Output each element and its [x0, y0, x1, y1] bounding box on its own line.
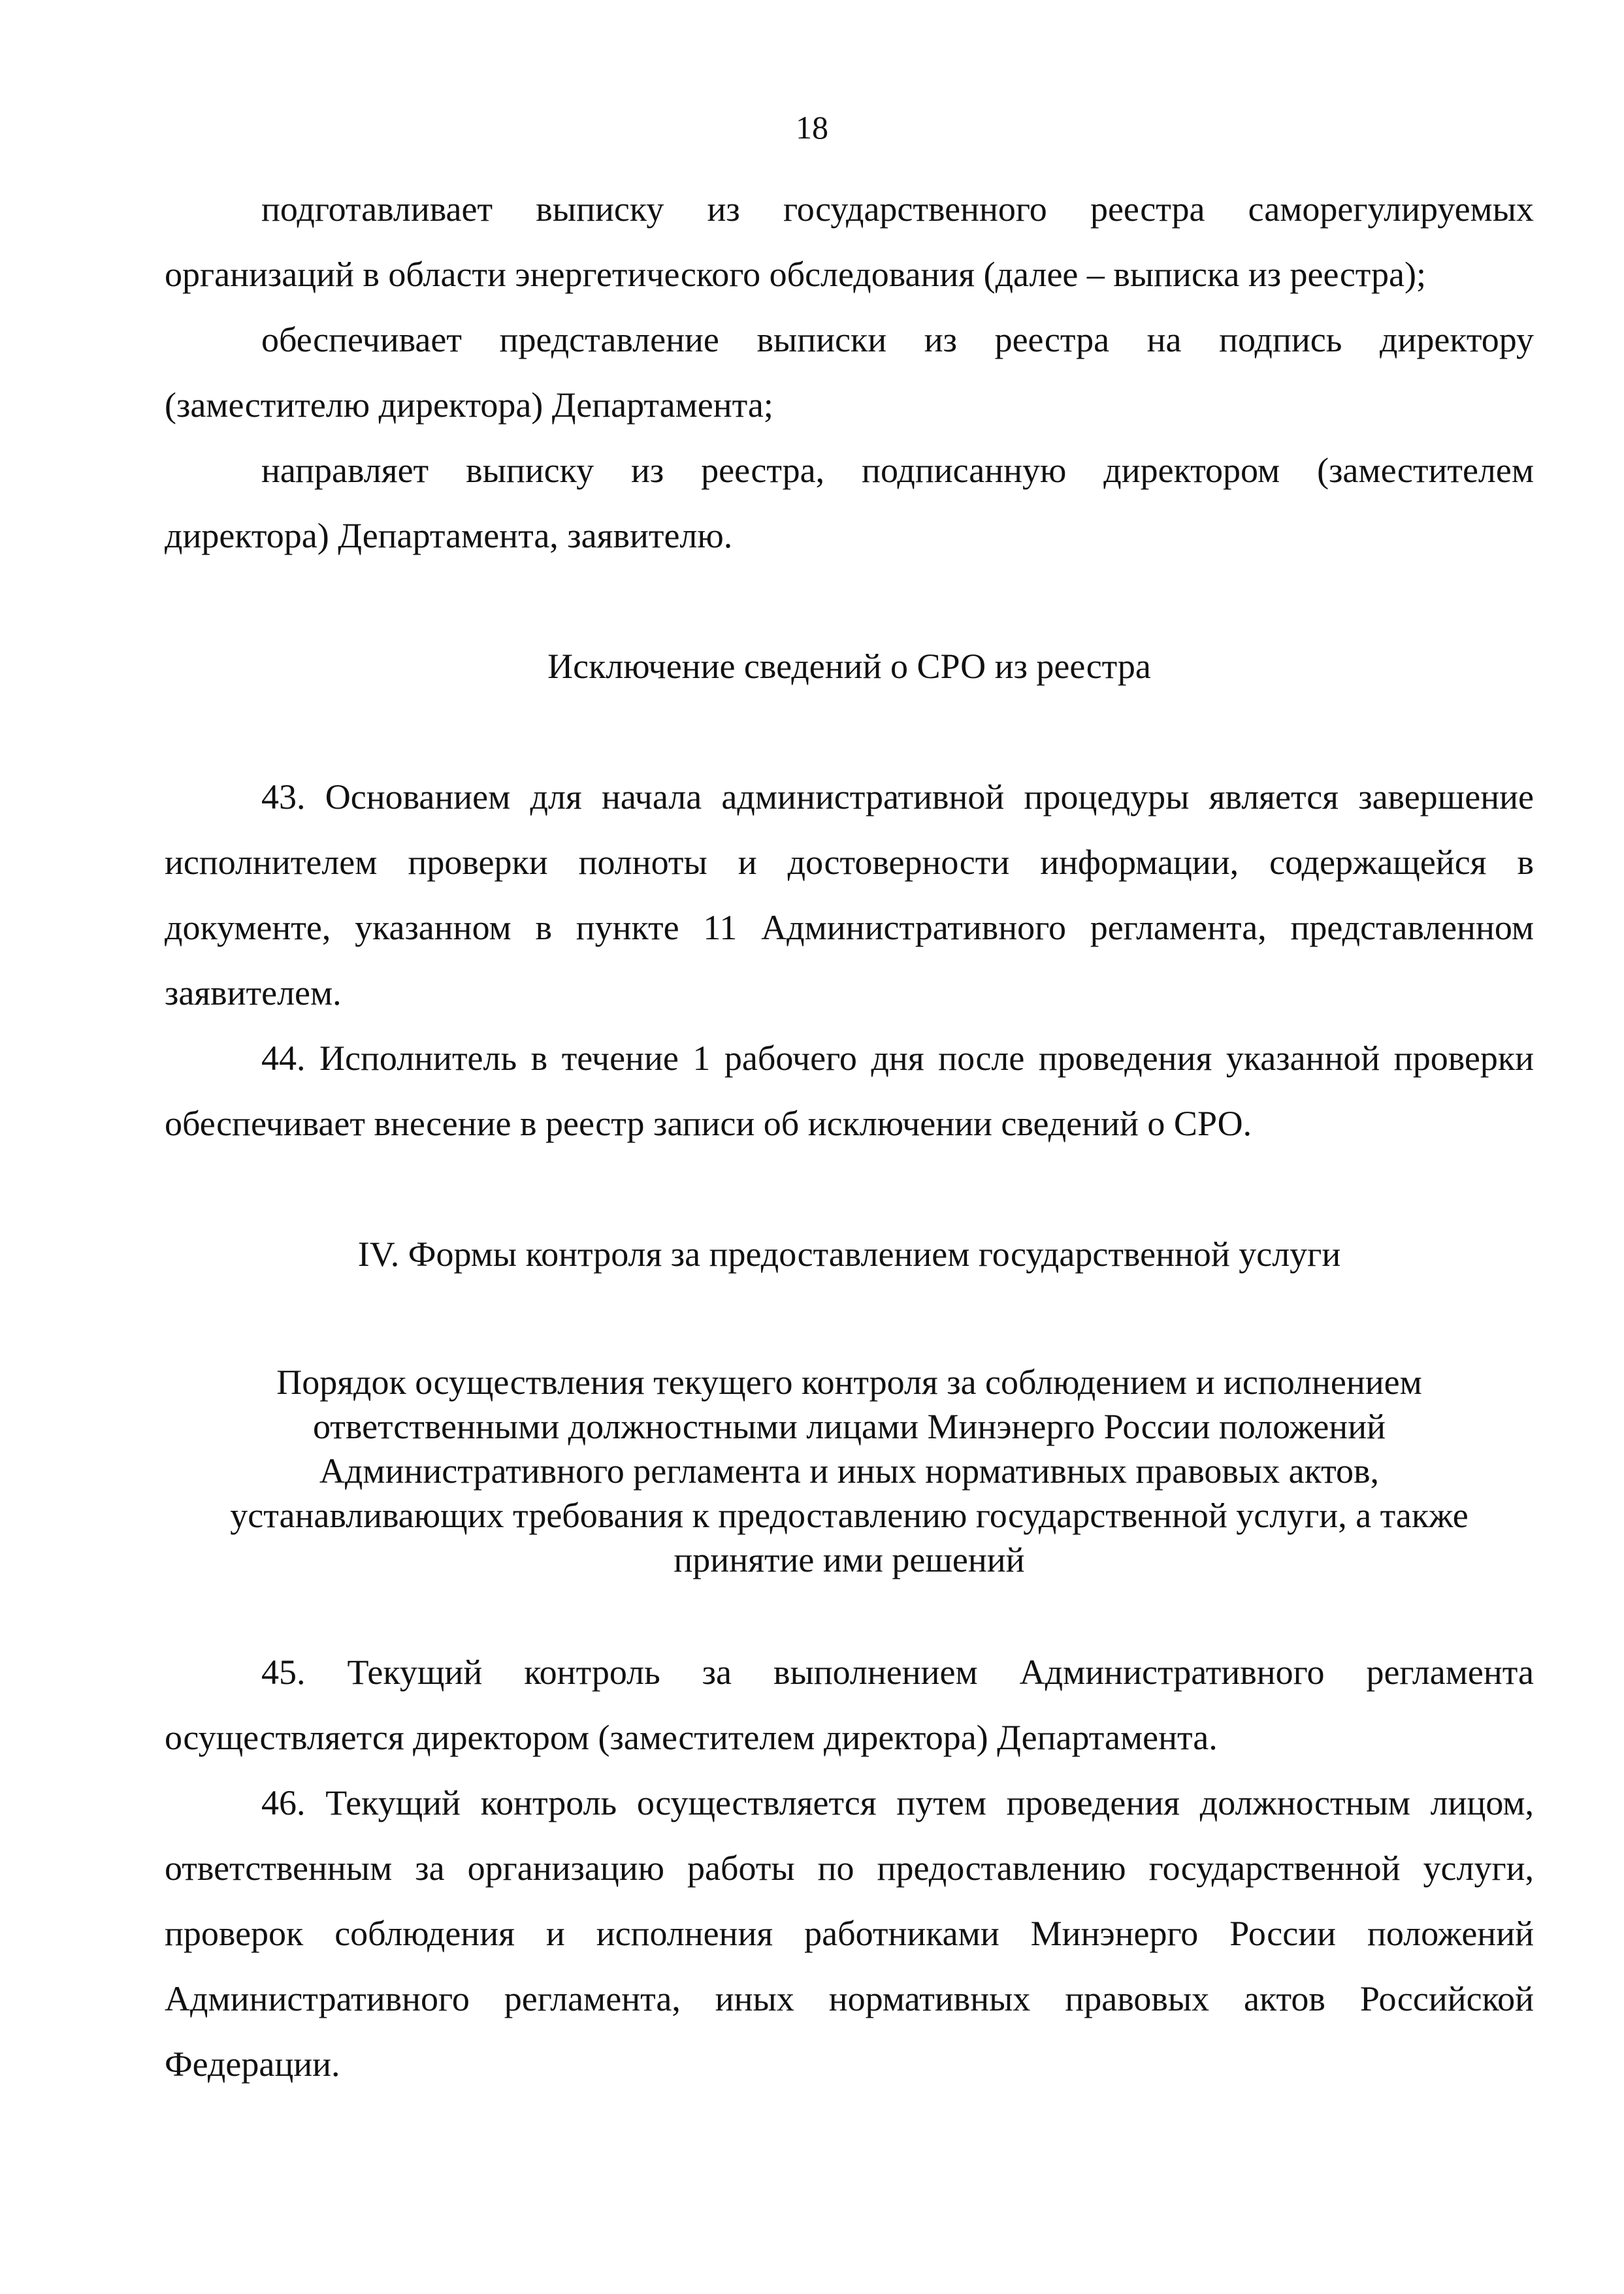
paragraph-46: 46. Текущий контроль осуществляется путем проведения должностным лицом, ответственным за организацию работы по предоставлению государственной услуги, проверок соблюдения и исполнения работниками Минэнерго России положений Административного регламента, иных нормативных правовых актов Российской Федерации.: [165, 1783, 1534, 2084]
paragraph-44: 44. Исполнитель в течение 1 рабочего дня после проведения указанной проверки обеспечивает внесение в реестр записи об исключении сведений о СРО.: [165, 1039, 1534, 1143]
heading-control-order: Порядок осуществления текущего контроля за соблюдением и исполнением ответственными должностными лицами Минэнерго России положений Административного регламента и иных нормативных правовых актов, устанавливающих требования к предоставлению государственной услуги, а также принятие ими решений: [230, 1363, 1469, 1579]
paragraph-registry-extract-sign: обеспечивает представление выписки из реестра на подпись директору (заместителю директора) Департамента;: [165, 320, 1534, 425]
paragraph-registry-extract-send: направляет выписку из реестра, подписанную директором (заместителем директора) Департамента, заявителю.: [165, 451, 1534, 555]
paragraph-45: 45. Текущий контроль за выполнением Административного регламента осуществляется директором (заместителем директора) Департамента.: [165, 1653, 1534, 1757]
paragraph-43: 43. Основанием для начала административной процедуры является завершение исполнителем проверки полноты и достоверности информации, содержащейся в документе, указанном в пункте 11 Административного регламента, представленном заявителем.: [165, 777, 1534, 1012]
page-number: 18: [796, 109, 828, 146]
heading-exclusion: Исключение сведений о СРО из реестра: [547, 647, 1151, 686]
paragraph-registry-extract-prepare: подготавливает выписку из государственного реестра саморегулируемых организаций в области энергетического обследования (далее – выписка из реестра);: [165, 189, 1534, 294]
heading-section-4: IV. Формы контроля за предоставлением государственной услуги: [357, 1235, 1341, 1274]
